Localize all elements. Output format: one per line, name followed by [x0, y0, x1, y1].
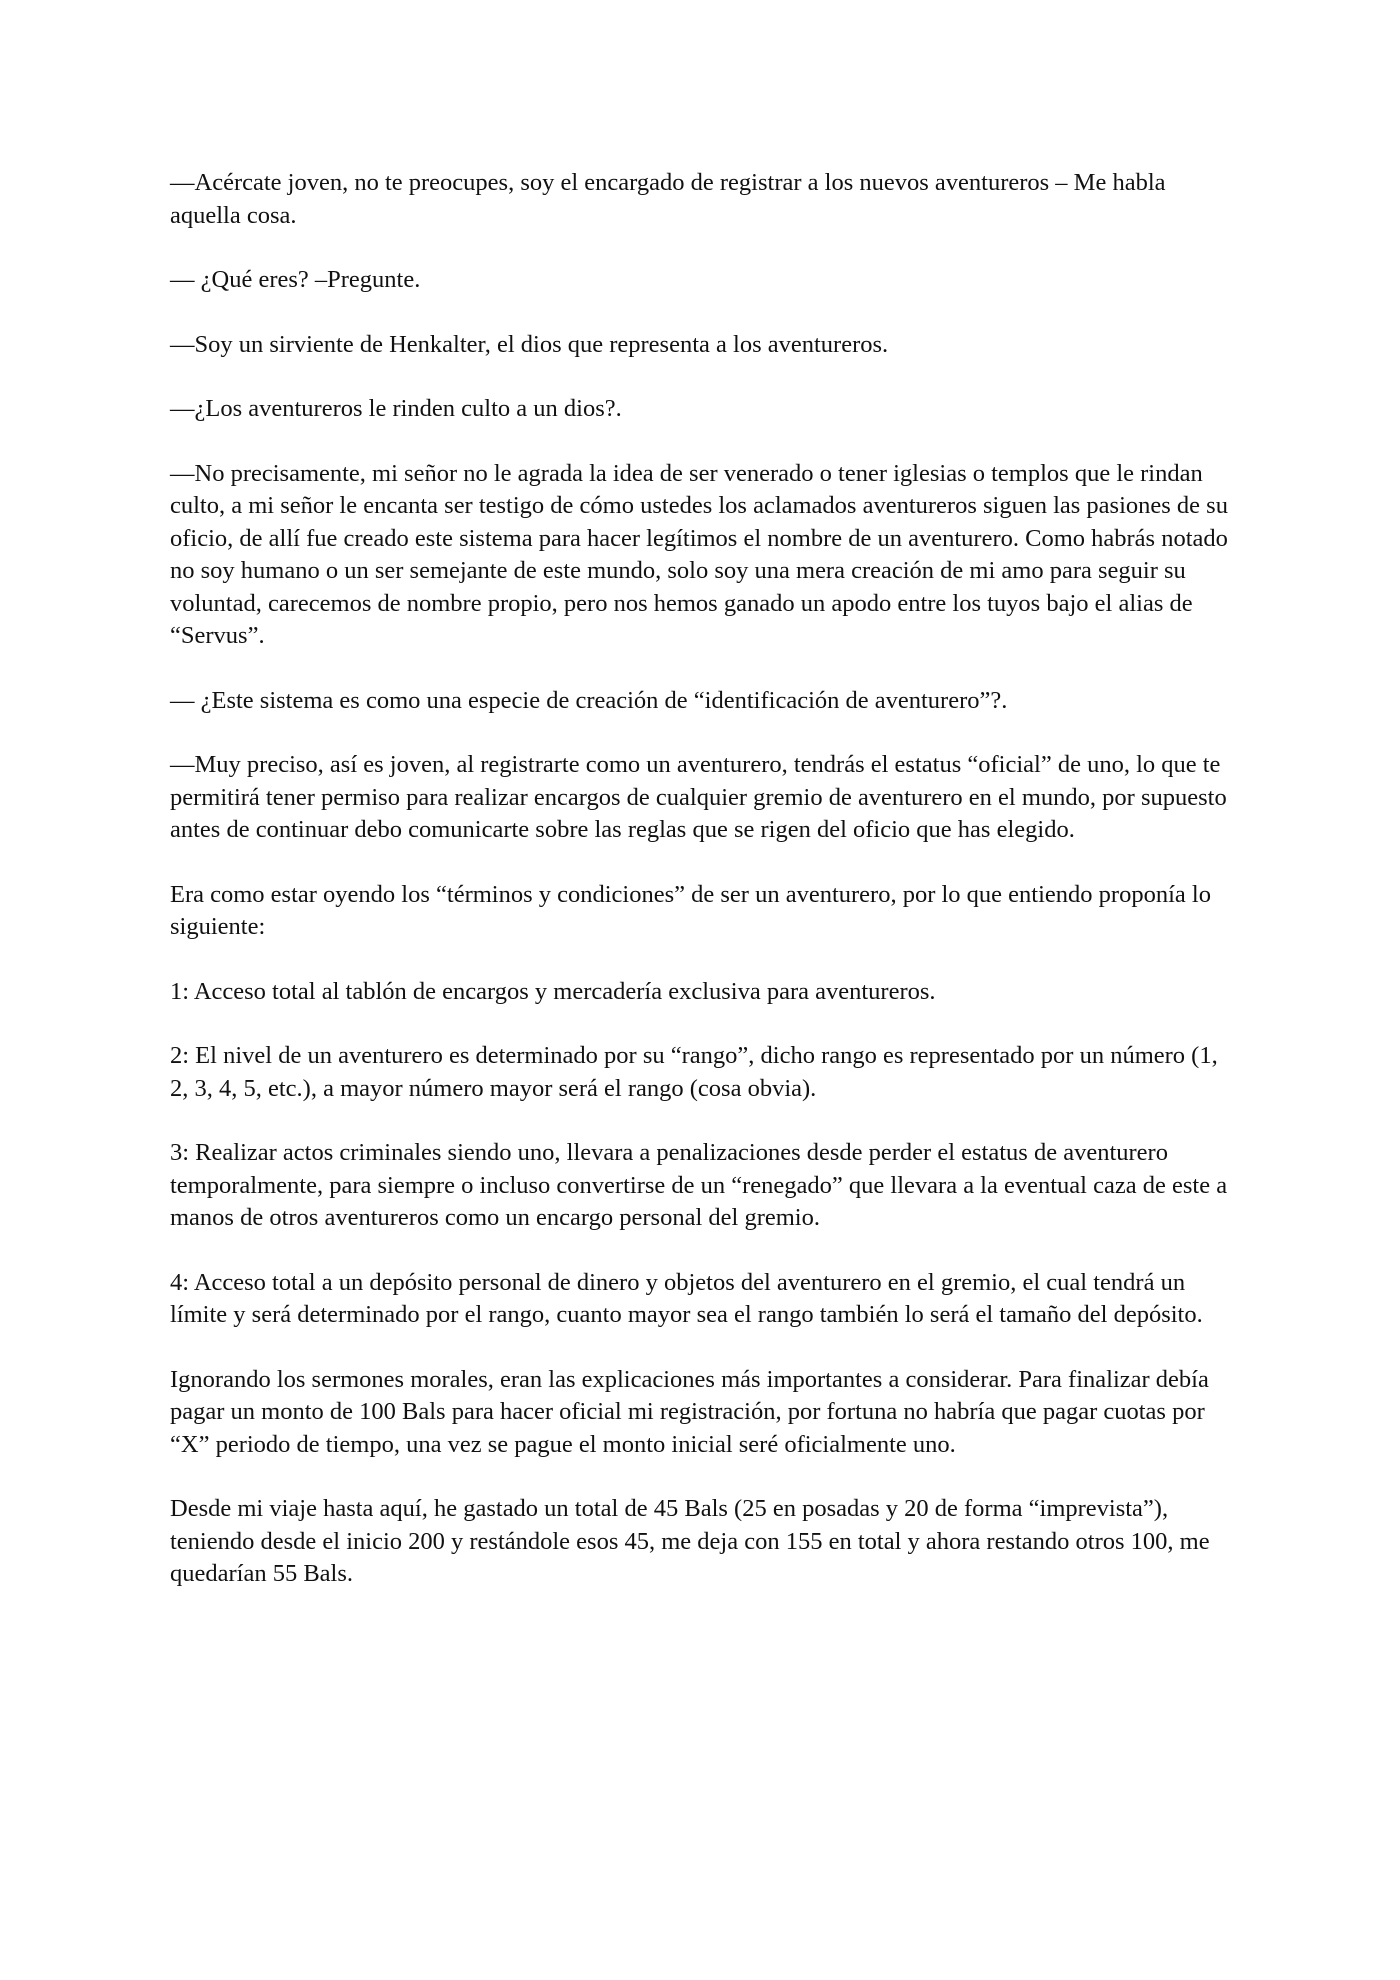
rule-3-paragraph: 3: Realizar actos criminales siendo uno, llevara a penalizaciones desde perder el estatus de aventurero temporalmente, para siempre o incluso convertirse de un “renegado” que llevara a la eventual caza de este a manos de otros aventureros como un encargo personal del gremio.: [170, 1139, 1228, 1231]
paragraph-1: —Acércate joven, no te preocupes, soy el encargado de registrar a los nuevos aventureros – Me habla aquella cosa.: [170, 169, 1166, 229]
paragraph-4: —¿Los aventureros le rinden culto a un dios?.: [170, 395, 622, 422]
rule-4-paragraph: 4: Acceso total a un depósito personal de dinero y objetos del aventurero en el gremio, el cual tendrá un límite y será determinado por el rango, cuanto mayor sea el rango también lo será el tamaño del depósito.: [170, 1268, 1203, 1328]
paragraph-3: —Soy un sirviente de Henkalter, el dios que representa a los aventureros.: [170, 330, 889, 358]
rule-1-paragraph: 1: Acceso total al tablón de encargos y mercadería exclusiva para aventureros.: [170, 977, 936, 1005]
paragraph-6: — ¿Este sistema es como una especie de creación de “identificación de aventurero”?.: [170, 686, 1008, 714]
rule-2-paragraph: 2: El nivel de un aventurero es determinado por su “rango”, dicho rango es representado por un número (1, 2, 3, 4, 5, etc.), a mayor número mayor será el rango (cosa obvia).: [170, 1042, 1218, 1102]
paragraph-8: Era como estar oyendo los “términos y condiciones” de ser un aventurero, por lo que entiendo proponía lo siguiente:: [170, 880, 1211, 940]
document-body: [170, 167, 1240, 1623]
paragraph-5: —No precisamente, mi señor no le agrada la idea de ser venerado o tener iglesias o templos que le rindan culto, a mi señor le encanta ser testigo de cómo ustedes los aclamados aventureros siguen las pasiones de su oficio, de allí fue creado este sistema para hacer legítimos el nombre de un aventurero. Como habrás notado no soy humano o un ser semejante de este mundo, solo soy una mera creación de mi amo para seguir su voluntad, carecemos de nombre propio, pero nos hemos ganado un apodo entre los tuyos bajo el alias de “Servus”.: [170, 459, 1228, 649]
paragraph-13: Ignorando los sermones morales, eran las explicaciones más importantes a considerar. Para finalizar debía pagar un monto de 100 Bals para hacer oficial mi registración, por fortuna no habría que pagar cuotas por “X” periodo de tiempo, una vez se pague el monto inicial seré oficialmente uno.: [170, 1365, 1209, 1458]
paragraph-14: Desde mi viaje hasta aquí, he gastado un total de 45 Bals (25 en posadas y 20 de forma “imprevista”), teniendo desde el inicio 200 y restándole esos 45, me deja con 155 en total y ahora restando otros 100, me quedarían 55 Bals.: [170, 1495, 1210, 1587]
paragraph-2: — ¿Qué eres? –Pregunte.: [170, 266, 421, 293]
paragraph-7: —Muy preciso, así es joven, al registrarte como un aventurero, tendrás el estatus “oficial” de uno, lo que te permitirá tener permiso para realizar encargos de cualquier gremio de aventurero en el mundo, por supuesto antes de continuar debo comunicarte sobre las reglas que se rigen del oficio que has elegido.: [170, 751, 1227, 843]
